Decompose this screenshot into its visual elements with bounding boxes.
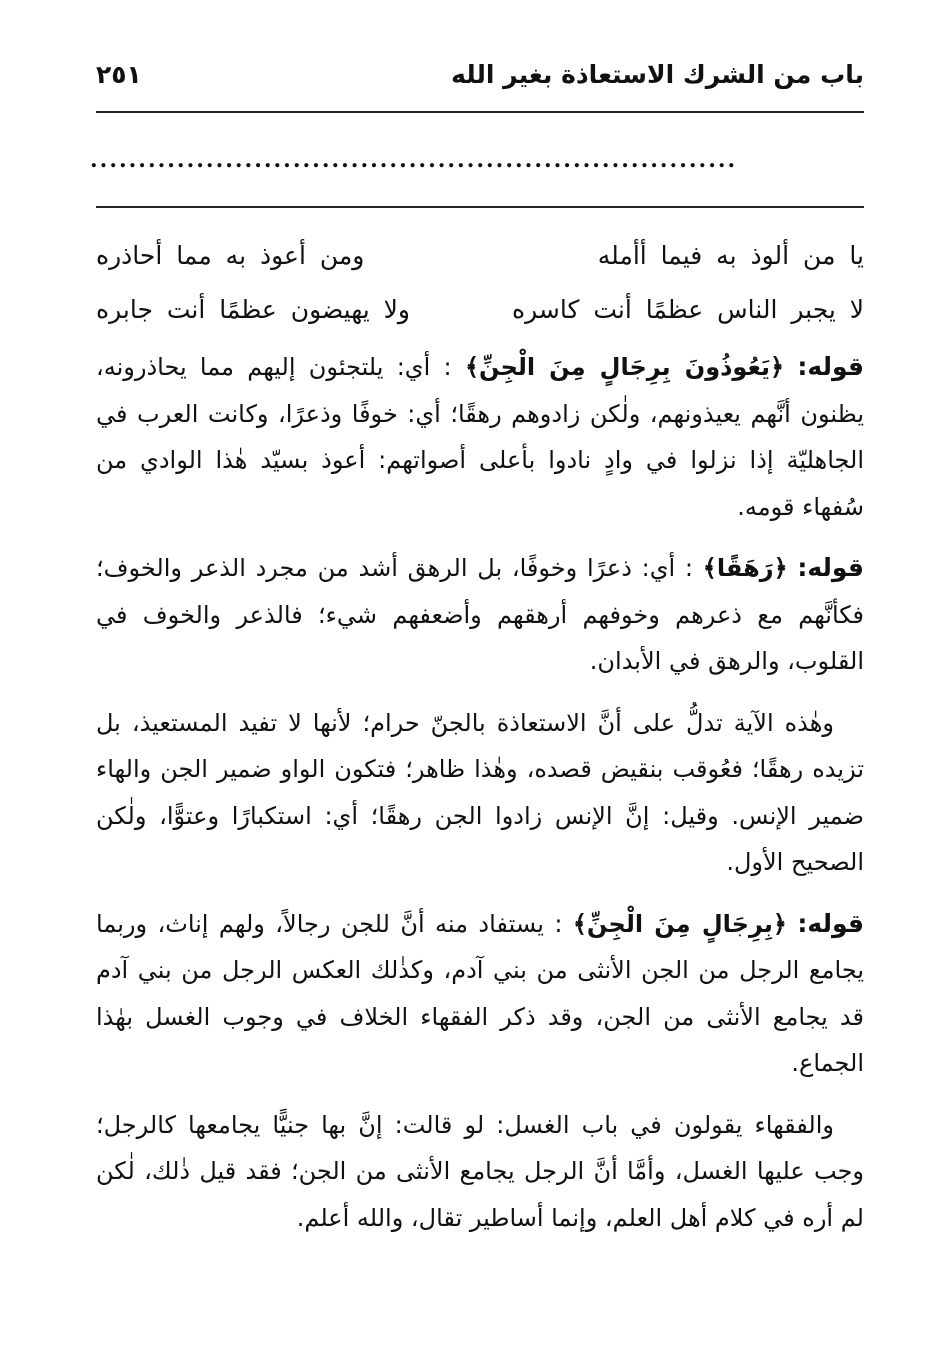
quran-quote: ﴿بِرِجَالٍ مِنَ الْجِنِّ﴾ (572, 909, 787, 938)
verse-line (96, 282, 864, 336)
running-header (96, 52, 864, 100)
dotted-separator: ................................................................... (90, 147, 738, 173)
page-number: ٢٥١ (96, 60, 142, 89)
commentary-paragraph (96, 901, 864, 1087)
quran-quote: ﴿يَعُوذُونَ بِرِجَالٍ مِنَ الْجِنِّ﴾ (464, 353, 785, 381)
second-hemistich: ولا يهيضون عظمًا أنت جابره (96, 294, 410, 324)
commentary-paragraph (96, 700, 864, 886)
first-hemistich: يا من ألوذ به فيما أأمله (597, 240, 864, 270)
paragraph-text: : يستفاد منه أنَّ للجن رجالاً، ولهم إناث، وربما يجامع الرجل من الجن الأنثى من بني آدم، وكذٰلك العكس الرجل من بني آدم قد يجامع الأنثى من الجن، وقد ذكر الفقهاء الخلاف في وجوب الغسل بهٰذا الجماع. (96, 909, 864, 1077)
verse-line (96, 228, 864, 282)
paragraph-lead: قوله: (797, 908, 864, 938)
paragraph-lead: قوله: (797, 352, 864, 381)
commentary-paragraph (96, 344, 864, 530)
paragraph-text: : أي: ذعرًا وخوفًا، بل الرهق أشد من مجرد الذعر والخوف؛ فكأنَّهم مع ذعرهم وخوفهم أرهقهم وأضعفهم شيء؛ فالذعر والخوف في القلوب، والرهق في الأبدان. (96, 554, 864, 675)
chapter-title: باب من الشرك الاستعاذة بغير الله (451, 60, 864, 89)
text-rule (96, 206, 864, 208)
second-hemistich: ومن أعوذ به مما أحاذره (96, 240, 365, 270)
header-rule (96, 111, 864, 113)
poetry-block (96, 228, 864, 336)
paragraph-lead: قوله: (797, 553, 864, 582)
commentary-paragraph (96, 1102, 864, 1242)
quran-quote: ﴿رَهَقًا﴾ (702, 554, 788, 582)
commentary-paragraph (96, 545, 864, 685)
paragraph-text: : أي: يلتجئون إليهم مما يحاذرونه، يظنون أنَّهم يعيذونهم، ولٰكن زادوهم رهقًا؛ أي: خوفًا وذعرًا، وكانت العرب في الجاهليّة إذا نزلوا في وادٍ نادوا بأعلى أصواتهم: أعوذ بسيّد هٰذا الوادي من سُفهاء قومه. (96, 353, 864, 521)
body-text (96, 344, 864, 1256)
paragraph-text: وهٰذه الآية تدلُّ على أنَّ الاستعاذة بالجنّ حرام؛ لأنها لا تفيد المستعيذ، بل تزيده رهقًا؛ فعُوقب بنقيض قصده، وهٰذا ظاهر؛ فتكون الواو ضمير الجن والهاء ضمير الإنس. وقيل: إنَّ الإنس زادوا الجن رهقًا؛ أي: استكبارًا وعتوًّا، ولٰكن الصحيح الأول. (96, 708, 864, 876)
first-hemistich: لا يجبر الناس عظمًا أنت كاسره (512, 294, 864, 324)
paragraph-text: والفقهاء يقولون في باب الغسل: لو قالت: إنَّ بها جنيًّا يجامعها كالرجل؛ وجب عليها الغسل، وأمَّا أنَّ الرجل يجامع الأنثى من الجن؛ فقد قيل ذٰلك، لٰكن لم أره في كلام أهل العلم، وإنما أساطير تقال، والله أعلم. (96, 1110, 864, 1232)
